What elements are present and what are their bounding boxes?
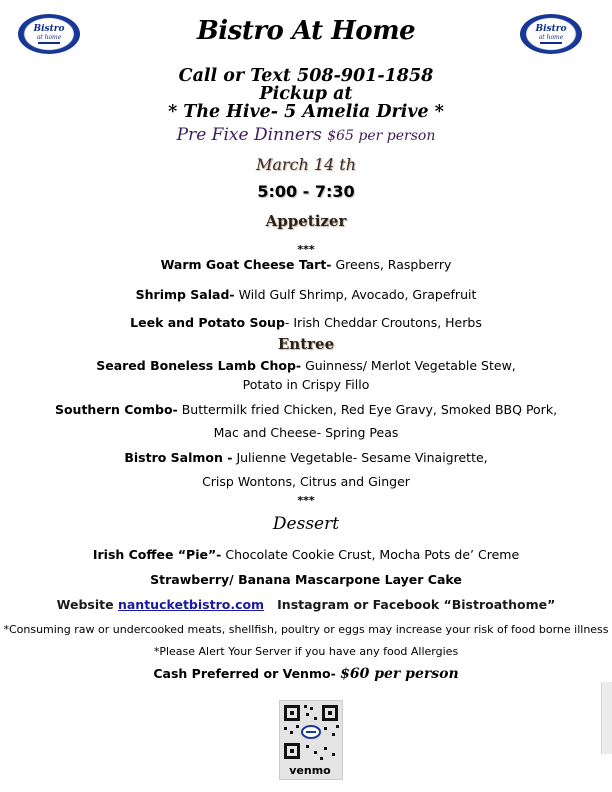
entree-stars: *** — [297, 494, 315, 507]
item-desc-line2: Mac and Cheese- Spring Peas — [213, 425, 399, 440]
page-title: Bistro At Home — [196, 16, 416, 46]
appetizer-heading: Appetizer — [265, 212, 347, 230]
social-handle: “Bistroathome” — [443, 597, 556, 612]
dessert-heading: Dessert — [272, 514, 340, 534]
logo-subtext: at home — [538, 33, 564, 41]
item-desc: - Irish Cheddar Croutons, Herbs — [284, 315, 482, 330]
location-line: * The Hive- 5 Amelia Drive * — [168, 102, 444, 122]
menu-item — [0, 548, 612, 562]
qr-icon — [280, 701, 342, 763]
menu-item — [0, 573, 612, 587]
menu-item — [0, 316, 612, 330]
menu-item — [0, 359, 612, 373]
item-desc: Guinness/ Merlot Vegetable Stew, — [305, 358, 516, 373]
item-name: Shrimp Salad- — [135, 287, 235, 302]
logo-text: Bistro — [535, 23, 567, 34]
item-desc: Buttermilk fried Chicken, Red Eye Gravy, Smoked BBQ Pork, — [181, 402, 558, 417]
cash-label: Cash Preferred or Venmo- — [153, 666, 336, 681]
item-name: Irish Coffee “Pie”- — [92, 547, 222, 562]
menu-item — [0, 451, 612, 465]
website-line — [0, 597, 612, 612]
entree-heading: Entree — [277, 335, 335, 353]
website-label: Website — [56, 597, 114, 612]
website-link[interactable]: nantucketbistro.com — [117, 597, 265, 612]
event-date: March 14 th — [255, 155, 357, 174]
item-desc: Chocolate Cookie Crust, Mocha Pots de’ Creme — [225, 547, 520, 562]
disclaimer: *Consuming raw or undercooked meats, shellfish, poultry or eggs may increase your risk of food borne illness — [3, 623, 609, 636]
venmo-label: venmo — [289, 764, 331, 777]
menu-item — [0, 258, 612, 272]
logo-text: Bistro — [33, 23, 65, 34]
social-label: Instagram or Facebook — [277, 597, 440, 612]
item-desc-line2: Crisp Wontons, Citrus and Ginger — [202, 474, 410, 489]
event-time: 5:00 - 7:30 — [257, 182, 355, 201]
call-line: Call or Text 508-901-1858 — [178, 66, 434, 86]
item-name: Seared Boneless Lamb Chop- — [96, 358, 302, 373]
item-name: Southern Combo- — [54, 402, 178, 417]
item-desc: Greens, Raspberry — [335, 257, 452, 272]
menu-item — [0, 288, 612, 302]
prefixe-line — [0, 125, 612, 145]
prefixe-price: $65 per person — [327, 128, 436, 144]
allergy-note: *Please Alert Your Server if you have any food Allergies — [153, 645, 459, 658]
item-desc: Wild Gulf Shrimp, Avocado, Grapefruit — [238, 287, 477, 302]
item-name: Leek and Potato Soup — [130, 315, 285, 330]
prefixe-label: Pre Fixe Dinners — [176, 125, 322, 145]
cash-amount: $60 per person — [340, 666, 459, 682]
cash-line — [0, 666, 612, 682]
item-desc: Julienne Vegetable- Sesame Vinaigrette, — [236, 450, 488, 465]
logo-subtext: at home — [36, 33, 62, 41]
appetizer-stars: *** — [297, 243, 315, 256]
menu-item — [0, 403, 612, 417]
item-name: Bistro Salmon - — [124, 450, 233, 465]
scrollbar-thumb[interactable] — [601, 682, 612, 754]
item-desc-line2: Potato in Crispy Fillo — [242, 377, 370, 392]
pickup-line: Pickup at — [259, 84, 353, 104]
item-name: Strawberry/ Banana Mascarpone Layer Cake — [150, 572, 462, 587]
item-name: Warm Goat Cheese Tart- — [160, 257, 332, 272]
